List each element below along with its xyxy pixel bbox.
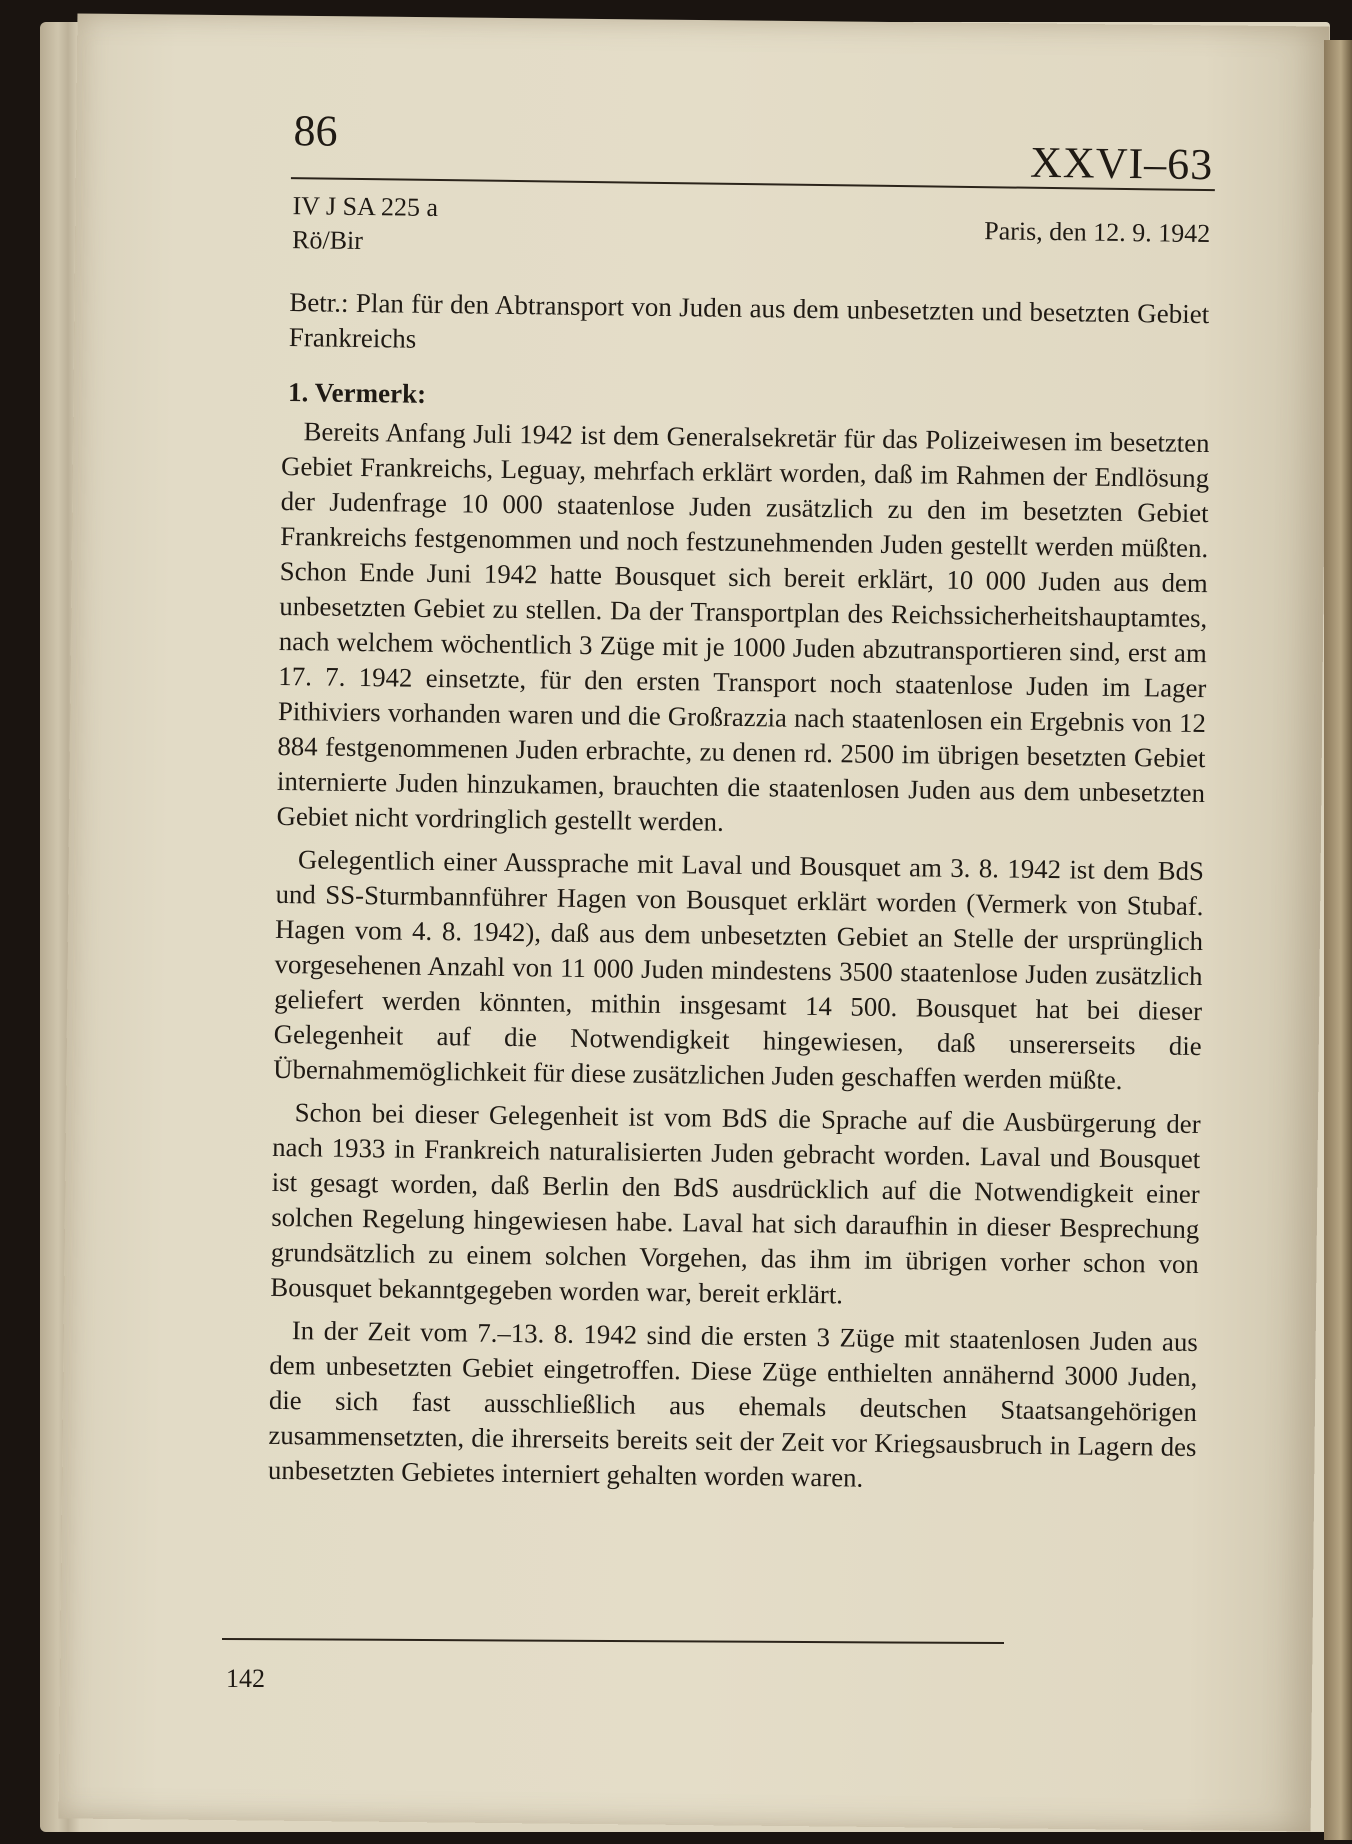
- section-title: 1. Vermerk:: [287, 377, 427, 409]
- page-content: [192, 96, 1214, 1500]
- place-date: Paris, den 12. 9. 1942: [984, 216, 1211, 249]
- subject-line: Betr.: Plan für den Abtransport von Juden aus dem unbesetzten und besetzten Gebiet Frankreichs: [288, 287, 1210, 354]
- paragraph: Schon bei dieser Gelegenheit ist vom BdS die Sprache auf die Ausbürgerung der nach 1933 in Frankreich naturalisierten Juden gebracht worden. Laval und Bousquet ist gesagt worden, daß Berlin den BdS ausdrücklich auf die Notwendigkeit einer solchen Regelung hingewiesen habe. Laval hat sich daraufhin in dieser Besprechung grundsätzlich zu einem solchen Vorgehen, das ihm im übrigen vorher schon von Bousquet bekanntgegeben worden war, bereit erklärt.: [270, 1097, 1201, 1310]
- paragraph: Bereits Anfang Juli 1942 ist dem Generalsekretär für das Polizeiwesen im besetzten Gebiet Frankreichs, Leguay, mehrfach erklärt worden, daß im Rahmen der Endlösung der Judenfrage 10 000 staatenlose Juden zusätzlich zu den im besetzten Gebiet Frankreichs festgenommen und noch festzunehmenden Juden gestellt werden müßten. Schon Ende Juni 1942 hatte Bousquet sich bereit erklärt, 10 000 Juden aus dem unbesetzten Gebiet zu stellen. Da der Transportplan des Reichssicherheitshauptamtes, nach welchem wöchentlich 3 Züge mit je 1000 Juden abzutransportieren sind, erst am 17. 7. 1942 einsetzte, für den ersten Transport noch staatenlose Juden im Lager Pithiviers vorhanden waren und die Großrazzia nach staatenlosen ein Ergebnis von 12 884 festgenommenen Juden erbrachte, zu denen rd. 2500 im übrigen besetzten Gebiet internierte Juden hinzukamen, brauchten die staatenlosen Juden aus dem unbesetzten Gebiet nicht vordringlich gestellt werden.: [276, 416, 1210, 837]
- letter-meta: [208, 188, 1209, 281]
- file-reference: [292, 189, 438, 259]
- author-initials: Rö/Bir: [291, 225, 364, 256]
- file-code: IV J SA 225 a: [292, 191, 439, 222]
- document-reference: XXVI–63: [1029, 137, 1214, 190]
- paragraph: Gelegentlich einer Aussprache mit Laval und Bousquet am 3. 8. 1942 ist dem BdS und SS-Sturmbannführer Hagen von Bousquet erklärt worden (Vermerk von Stubaf. Hagen vom 4. 8. 1942), daß aus dem unbesetzten Gebiet an Stelle der ursprünglich vorgesehenen Anzahl von 11 000 Juden mindestens 3500 staatenlose Juden zusätzlich geliefert werden könnten, mithin insgesamt 14 500. Bousquet hat bei dieser Gelegenheit auf die Notwendigkeit hingewiesen, daß unsererseits die Übernahmemöglichkeit für diese zusätzlichen Juden geschaffen werden müßte.: [273, 844, 1205, 1096]
- page-header: [209, 96, 1214, 190]
- book-spine-edge: [1324, 40, 1352, 1840]
- header-page-number: 86: [293, 106, 338, 156]
- footer-page-number: 142: [226, 1664, 265, 1693]
- paragraph: In der Zeit vom 7.–13. 8. 1942 sind die ersten 3 Züge mit staatenlosen Juden aus dem unbesetzten Gebiet eingetroffen. Diese Züge enthielten annähernd 3000 Juden, die sich fast ausschließlich aus ehemals deutschen Staatsangehörigen zusammensetzten, die ihrerseits bereits seit der Zeit vor Kriegsausbruch in Lagern des unbesetzten Gebietes interniert gehalten worden waren.: [267, 1315, 1198, 1493]
- body-text: [268, 414, 1210, 1500]
